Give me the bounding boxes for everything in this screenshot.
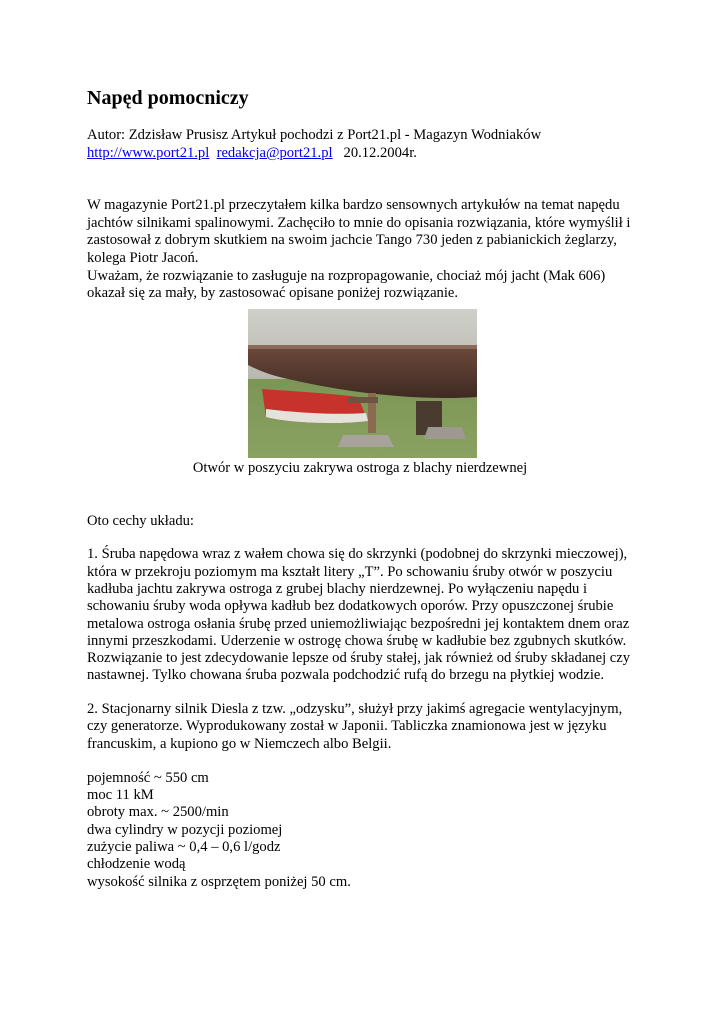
photo-caption: Otwór w poszyciu zakrywa ostroga z blachy nierdzewnej: [192, 460, 528, 476]
spec-item: moc 11 kM: [87, 787, 154, 803]
spec-item: dwa cylindry w pozycji poziomej: [87, 822, 283, 838]
source-line: [87, 144, 417, 162]
email-link[interactable]: redakcja@port21.pl: [216, 145, 333, 161]
spec-item: pojemność ~ 550 cm: [87, 770, 209, 786]
feature-line: 1. Śruba napędowa wraz z wałem chowa się do skrzynki (podobnej do skrzynki mieczowej),: [87, 546, 628, 562]
feature-line: 2. Stacjonarny silnik Diesla z tzw. „odzysku”, służył przy jakimś agregacie wentylacyjnym,: [87, 701, 623, 717]
feature-line: nastawnej. Tylko chowana śruba pozwala podchodzić rufą do brzegu na płytkiej wodzie.: [87, 667, 605, 683]
feature-line: metalowa ostroga osłania śrubę przed uniemożliwiając bezpośredni jej kontaktem dnem oraz: [87, 616, 630, 632]
intro-line: kolega Piotr Jacoń.: [87, 250, 199, 266]
feature-line: innymi przeszkodami. Uderzenie w ostrogę chowa śrubę w kadłubie bez zgubnych skutków.: [87, 633, 627, 649]
intro-line: W magazynie Port21.pl przeczytałem kilka bardzo sensownych artykułów na temat napędu: [87, 197, 620, 213]
features-intro: Oto cechy układu:: [87, 513, 194, 529]
author-line: Autor: Zdzisław Prusisz Artykuł pochodzi z Port21.pl - Magazyn Wodniaków: [87, 127, 542, 143]
feature-line: francuskim, a kupiono go w Niemczech albo Belgii.: [87, 736, 392, 752]
intro-line: Uważam, że rozwiązanie to zasługuje na rozpropagowanie, chociaż mój jacht (Mak 606): [87, 268, 606, 284]
spec-item: obroty max. ~ 2500/min: [87, 804, 229, 820]
boat-hull-photo: [248, 309, 477, 458]
article-date: 20.12.2004r.: [343, 145, 417, 161]
intro-line: zastosował z dobrym skutkiem na swoim jachcie Tango 730 jeden z pabianickich żeglarzy,: [87, 232, 617, 248]
feature-line: Rozwiązanie to jest zdecydowanie lepsze od śruby stałej, jak również od śruby składanej czy: [87, 650, 631, 666]
feature-line: czy generatorze. Wyprodukowany został w Japonii. Tabliczka znamionowa jest w języku: [87, 718, 607, 734]
feature-line: schowaniu śruby woda opływa kadłub bez dodatkowych oporów. Przy opuszczonej śrubie: [87, 598, 614, 614]
site-link[interactable]: http://www.port21.pl: [87, 145, 210, 161]
intro-line: okazał się za mały, by zastosować opisane poniżej rozwiązanie.: [87, 285, 459, 301]
spec-item: wysokość silnika z osprzętem poniżej 50 cm.: [87, 874, 351, 890]
intro-line: jachtów silnikami spalinowymi. Zachęciło to mnie do opisania rozwiązania, które wymyślił i: [87, 215, 631, 231]
page-title: Napęd pomocniczy: [87, 87, 249, 109]
feature-line: kadłuba jachtu zakrywa ostroga z grubej blachy nierdzewnej. Po wyłączeniu napędu i: [87, 581, 588, 597]
spec-item: zużycie paliwa ~ 0,4 – 0,6 l/godz: [87, 839, 281, 855]
spec-item: chłodzenie wodą: [87, 856, 186, 872]
feature-line: która w przekroju poziomym ma kształt litery „T”. Po schowaniu śruby otwór w poszyciu: [87, 564, 613, 580]
